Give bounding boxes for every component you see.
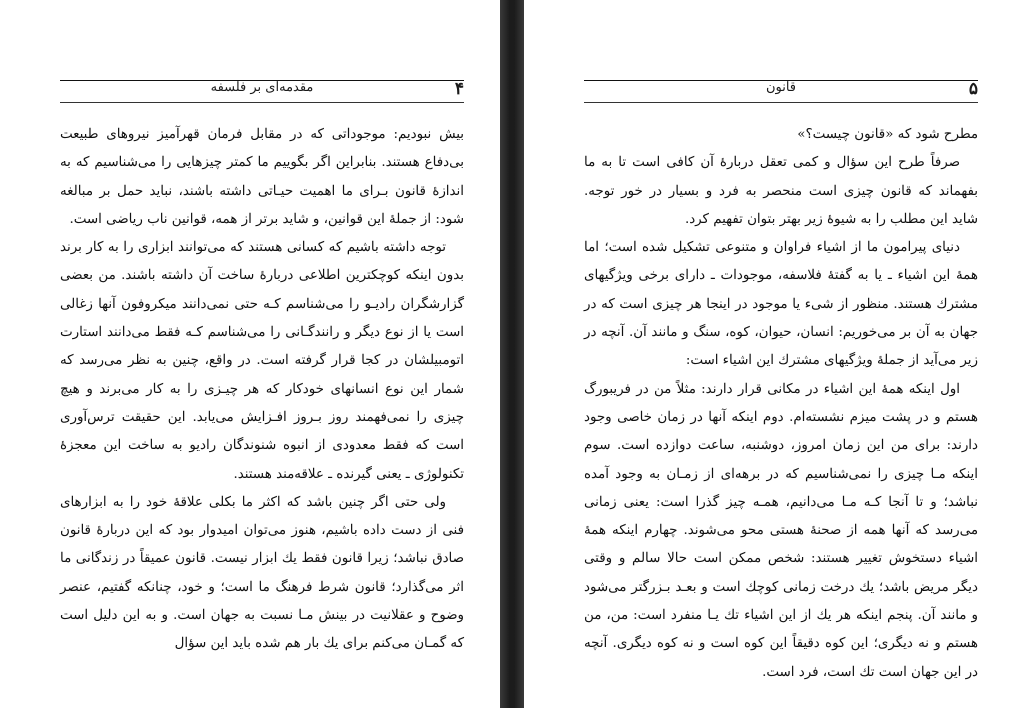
left-page-number: ۴ [454,79,464,99]
left-paragraph-1: بیش نبودیم: موجوداتی که در مقابل فرمان قهرآمیز نیروهای طبیعت بی‌دفاع هستند. بنابراین اگر بگوییم ما کمتر چیزهایی را می‌شناسیم که به اندازهٔ قانون بـرای ما اهمیت حیـاتی داشته باشند، نباید حمل بر مبالغه شود: از جملهٔ این قوانین، و شاید برتر از همه، قوانین ناب ریاضی است. [60,127,464,227]
right-header-bottom-rule [584,102,978,103]
right-page-number: ۵ [968,79,978,99]
left-running-head: مقدمه‌ای بر فلسفه [210,80,314,95]
right-paragraph-3: دنیای پیرامون ما از اشیاء فراوان و متنوعی تشکیل شده است؛ اما همهٔ این اشیاء ـ یا به گفتهٔ فلاسفه، موجودات ـ دارای برخی ویژگیهای مشترك هستند. منظور از شیء یا موجود در اینجا هر چیزی است که در جهان به آن بر می‌خوریم: انسان، حیوان، کوه، سنگ و مانند آن. آنچه در زیر می‌آید از جملهٔ ویژگیهای مشترك این اشیاء است: [584,240,978,369]
left-header-bottom-rule [60,102,464,103]
book-gutter [500,0,524,708]
left-body-text [60,121,464,659]
right-paragraph-4: اول اینکه همهٔ این اشیاء در مکانی قرار دارند: مثلاً من در فریبورگ هستم و در پشت میزم نشسته‌ام. دوم اینکه آنها در زمان خاصی وجود دارند: برای من این زمان امروز، دوشنبه، ساعت دوازده است. سوم اینکه مـا چیزی را نمی‌شناسیم که در برهه‌ای از زمـان به وجود آمده نباشد؛ و تا آنجا کـه مـا می‌دانیم، همـه چیز گذرا است: یعنی زمانی می‌رسد که آنها همه از صحنهٔ هستی محو می‌شوند. چهارم اینکه همهٔ اشیاء دستخوش تغییر هستند: شخص ممکن است حالا سالم و وقتی دیگر مریض باشد؛ یك درخت زمانی کوچك است و بعـد بـزرگتر می‌شود و مانند آن. پنجم اینکه هر یك از این اشیاء تك یـا منفرد است: من، من هستم و نه دیگری؛ این کوه دقیقاً این کوه است و نه کوه دیگری. آنچه در این جهان است تك است، فرد است. [584,381,978,680]
right-paragraph-2: صرفاً طرح این سؤال و کمی تعقل دربارهٔ آن کافی است تا به ما بفهماند که قانون چیزی است منحصر به فرد و بسیار در خور توجه. شاید این مطلب را به شیوهٔ زیر بهتر بتوان تفهیم کرد. [584,155,978,227]
left-page-header [60,78,464,100]
right-running-head: قانون [765,80,797,95]
left-header-top-rule [60,80,464,81]
right-paragraph-1: مطرح شود که «قانون چیست؟» [797,127,978,142]
left-paragraph-3: ولی حتی اگر چنین باشد که اکثر ما بکلی علاقهٔ خود را به ابزارهای فنی از دست داده باشیم، هنوز می‌توان امیدوار بود که این دربارهٔ قانون صادق نباشد؛ زیرا قانون فقط یك ابزار نیست. قانون عمیقاً در زندگانی ما اثر می‌گذارد؛ قانون شرط فرهنگ ما است؛ و خود، چنانکه گفتیم، عنصر وضوح و عقلانیت در بینش مـا نسبت به جهان است. و به این دلیل است که گمـان می‌کنم برای یك بار هم شده باید این سؤال [60,494,464,652]
right-page-header [584,78,978,100]
left-paragraph-2: توجه داشته باشیم که کسانی هستند که می‌توانند ابزاری را به کار برند بدون اینکه کوچکترین اطلاعی دربارهٔ ساخت آن داشته باشند. من بعضی گزارشگران رادیـو را می‌شناسم کـه حتی نمی‌دانند میکروفون آنها زغالی است یا از نوع دیگر و رانندگـانی را می‌شناسم کـه فقط می‌دانند استارت اتومبیلشان در کجا قرار گرفته است. در واقع، چنین به نظر می‌رسد که شمار این نوع انسانهای خودکار که هر چیـزی را به کار می‌برند و هیچ چیزی را نمی‌فهمند روز بـروز افـزایش می‌یابد. این حقیقت ترس‌آوری است که فقط معدودی از انبوه شنوندگان رادیو به ساخت این معجزهٔ تکنولوژی ـ یعنی گیرنده ـ علاقه‌مند هستند. [60,240,464,482]
right-header-top-rule [584,80,978,81]
right-body-text [584,121,978,687]
